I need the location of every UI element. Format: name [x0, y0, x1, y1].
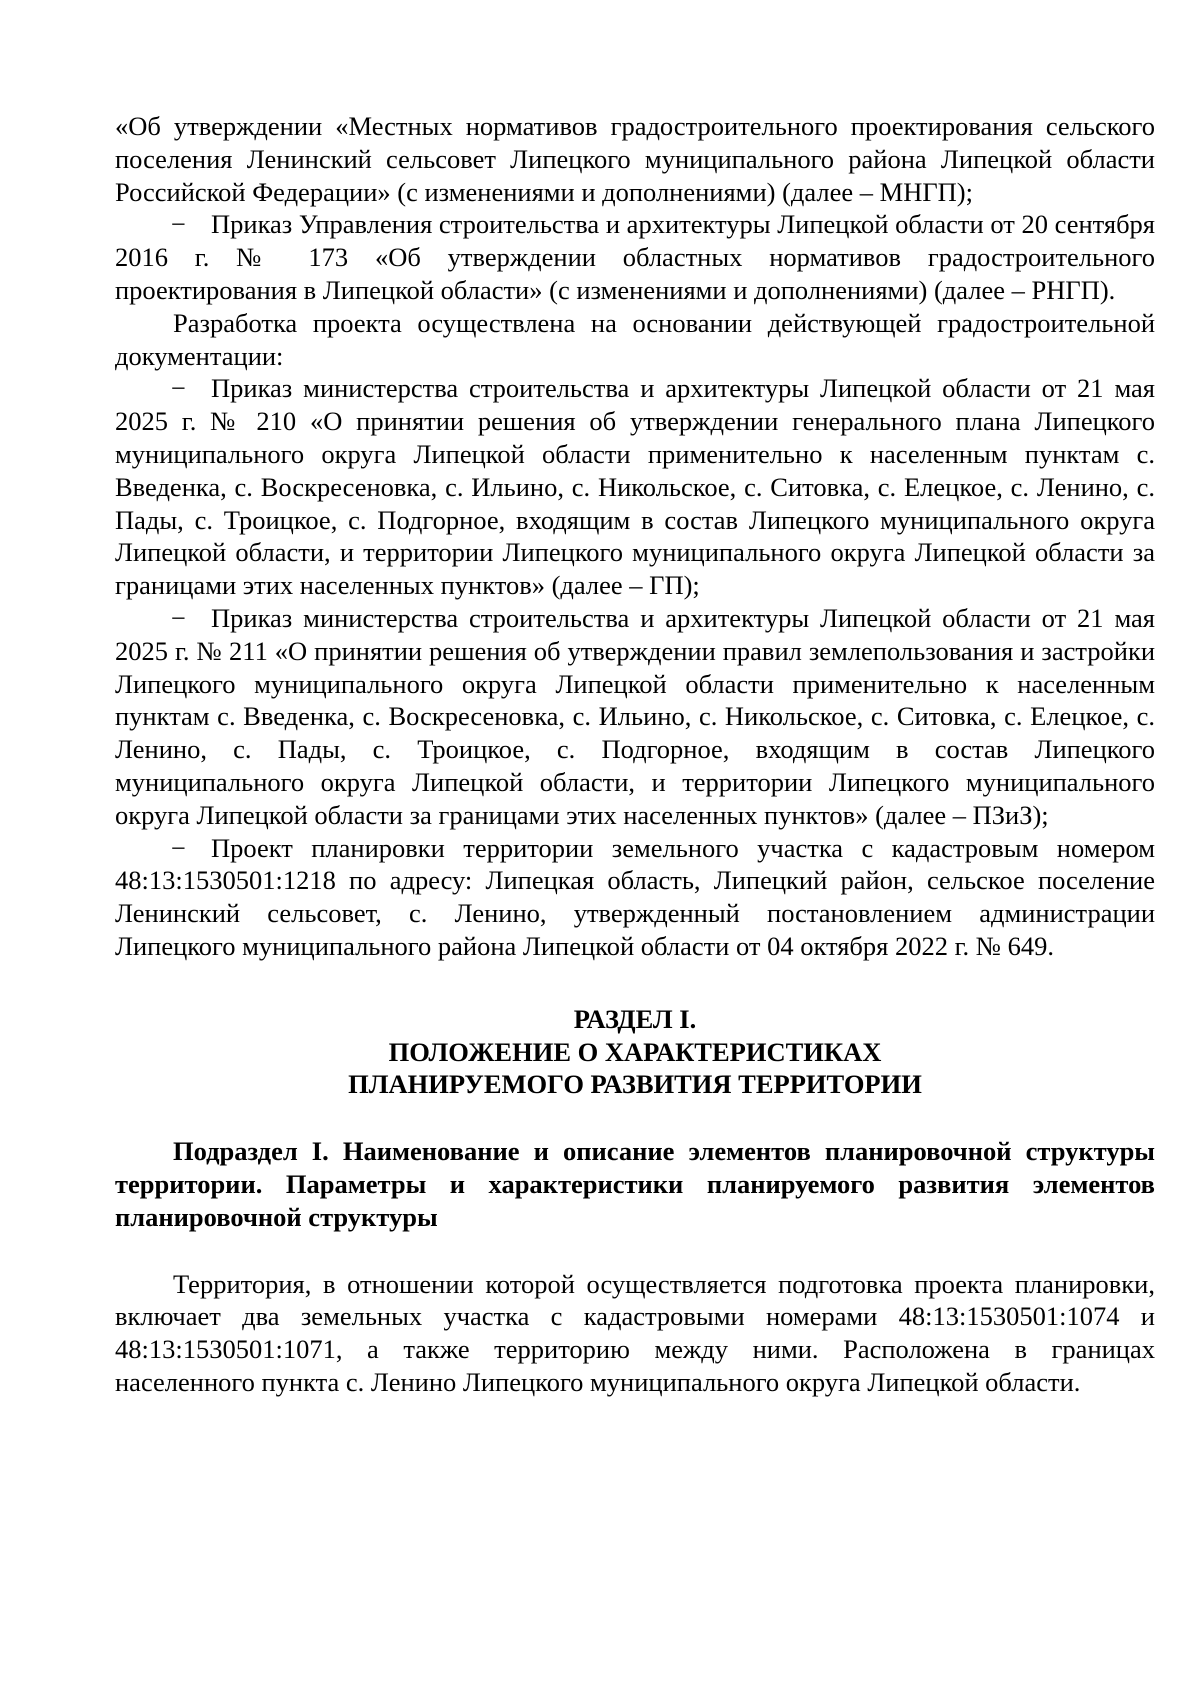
section-heading	[115, 1003, 1155, 1101]
section-title-line2: ПЛАНИРУЕМОГО РАЗВИТИЯ ТЕРРИТОРИИ	[348, 1069, 922, 1100]
list-item-pziz	[115, 602, 1155, 832]
paragraph-territory: Территория, в отношении которой осуществляется подготовка проекта планировки, включает два земельных участка с кадастровыми номерами 48:13:1530501:1074 и 48:13:1530501:1071, а также территорию между ними. Расположена в границах населенного пункта с. Ленино Липецкого муниципального округа Липецкой области.	[115, 1268, 1155, 1397]
list-item-text: Приказ министерства строительства и архитектуры Липецкой области от 21 мая 2025 г. № 211 «О принятии решения об утверждении правил землепользования и застройки Липецкого муниципального округа Липецкой области применительно к населенным пунктам с. Введенка, с. Воскресеновка, с. Ильино, с. Никольское, с. Ситовка, с. Елецкое, с. Ленино, с. Пады, с. Троицкое, с. Подгорное, входящим в состав Липецкого муниципального округа Липецкой области, и территории Липецкого муниципального округа Липецкой области за границами этих населенных пунктов» (далее – ПЗиЗ);	[115, 602, 1155, 830]
dash-bullet: −	[171, 209, 186, 240]
list-item-text: Проект планировки территории земельного участка с кадастровым номером 48:13:1530501:1218 по адресу: Липецкая область, Липецкий район, сельское поселение Ленинский сельсовет, с. Ленино, утвержденный постановлением администрации Липецкого муниципального района Липецкой области от 04 октября 2022 г. № 649.	[115, 832, 1155, 961]
section-title-line1: ПОЛОЖЕНИЕ О ХАРАКТЕРИСТИКАХ	[388, 1036, 882, 1067]
list-item-text: Приказ Управления строительства и архитектуры Липецкой области от 20 сентября 2016 г. № 173 «Об утверждении областных нормативов градостроительного проектирования в Липецкой области» (с изменениями и дополнениями) (далее – РНГП).	[115, 209, 1155, 305]
list-item-text: Приказ министерства строительства и архитектуры Липецкой области от 21 мая 2025 г. № 210 «О принятии решения об утверждении генерального плана Липецкого муниципального округа Липецкой области применительно к населенным пунктам с. Введенка, с. Воскресеновка, с. Ильино, с. Никольское, с. Ситовка, с. Елецкое, с. Ленино, с. Пады, с. Троицкое, с. Подгорное, входящим в состав Липецкого муниципального округа Липецкой области, и территории Липецкого муниципального округа Липецкой области за границами этих населенных пунктов» (далее – ГП);	[115, 373, 1155, 601]
dash-bullet: −	[171, 602, 186, 633]
list-item-ppt	[115, 832, 1155, 963]
list-item-rngp	[115, 208, 1155, 306]
section-number: РАЗДЕЛ I.	[573, 1003, 697, 1034]
paragraph-mngp: «Об утверждении «Местных нормативов градостроительного проектирования сельского поселения Ленинский сельсовет Липецкого муниципального района Липецкой области Российской Федерации» (с изменениями и дополнениями) (далее – МНГП);	[115, 111, 1155, 207]
subsection-heading: Подраздел I. Наименование и описание элементов планировочной структуры территории. Параметры и характеристики планируемого развития элементов планировочной структуры	[115, 1136, 1155, 1232]
list-item-gp	[115, 372, 1155, 602]
dash-bullet: −	[171, 832, 186, 863]
dash-bullet: −	[171, 373, 186, 404]
paragraph-basis: Разработка проекта осуществлена на основании действующей градостроительной документации:	[115, 307, 1155, 371]
document-content	[115, 110, 1155, 1399]
